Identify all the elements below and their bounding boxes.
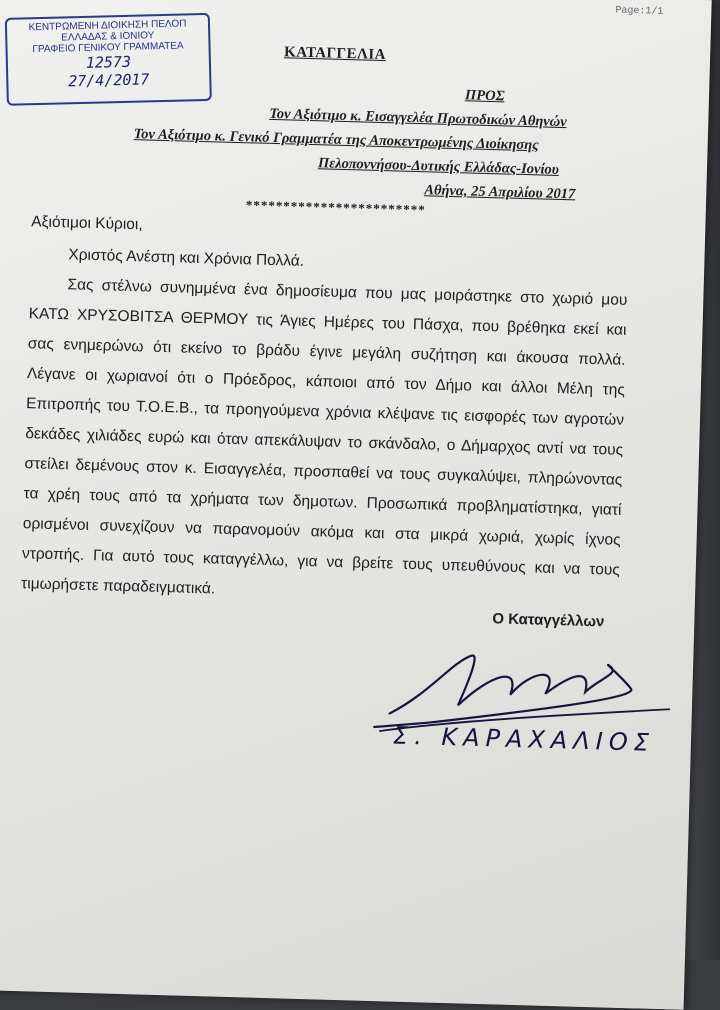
body-line-1: Χριστός Ανέστη και Χρόνια Πολλά. xyxy=(68,246,305,270)
document-title: ΚΑΤΑΓΓΕΛΙΑ xyxy=(283,44,387,64)
page-number: Page:1/1 xyxy=(615,5,664,18)
body-line-6: Επιτροπής του Τ.Ο.Ε.Β., τα προηγούμενα χρόνια κλέψανε τις εισφορές των αγροτών xyxy=(25,395,625,429)
stamp-line-2: ΕΛΛΑΔΑΣ & ΙΟΝΙΟΥ xyxy=(61,30,155,44)
registry-stamp xyxy=(5,13,212,106)
salutation: Αξιότιμοι Κύριοι, xyxy=(31,213,143,234)
recipient-secretary: Τον Αξιότιμο κ. Γενικό Γραμματέα της Αποκεντρωμένης Διοίκησης xyxy=(133,126,539,154)
signer-label: Ο Καταγγέλλων xyxy=(492,610,605,631)
body-line-7: δεκάδες χιλιάδες ευρώ και όταν απεκάλυψαν το σκάνδαλο, ο Δήμαρχος αντί να τους xyxy=(25,425,624,459)
body-line-11: ντροπής. Για αυτό τους καταγγέλλω, για να βρείτε τους υπευθύνους και να τους xyxy=(21,545,621,579)
separator-stars: ************************ xyxy=(245,197,426,218)
stamp-line-1: ΚΕΝΤΡΩΜΕΝΗ ΔΙΟΙΚΗΣΗ ΠΕΛΟΠ xyxy=(28,18,187,34)
stamp-line-3: ΓΡΑΦΕΙΟ ΓΕΝΙΚΟΥ ΓΡΑΜΜΑΤΕΑ xyxy=(32,40,184,56)
handwritten-signature xyxy=(369,631,692,760)
stamp-date: 27/4/2017 xyxy=(67,70,150,91)
body-line-5: Λέγανε οι χωριανοί ότι ο Πρόεδρος, κάποιοι από τον Δήμο και άλλοι Μέλη της xyxy=(26,365,626,399)
recipient-region: Πελοποννήσου-Δυτικής Ελλάδας-Ιονίου xyxy=(317,155,560,178)
body-line-3: ΚΑΤΩ ΧΡΥΣΟΒΙΤΣΑ ΘΕΡΜΟΥ τις Άγιες Ημέρες του Πάσχα, που βρέθηκα εκεί και xyxy=(28,305,627,339)
body-line-8: στείλει δεμένους στον κ. Εισαγγελέα, προσπαθεί να τους συγκαλύψει, πληρώνοντας xyxy=(24,455,623,489)
body-line-9: τα χρέη τους από τα χρήματα των δημοτων. Προσωπικά προβληματίστηκα, γιατί xyxy=(23,485,622,519)
body-line-4: σας ενημερώνω ότι εκείνο το βράδυ έγινε μεγάλη συζήτηση και άκουσα πολλά. xyxy=(27,335,626,369)
body-line-10: ορισμένοι συνεχίζουν να παρανομούν ακόμα και στα μικρά χωριά, χωρίς ίχνος xyxy=(22,515,621,549)
recipient-prosecutor: Τον Αξιότιμο κ. Εισαγγελέα Πρωτοδικών Αθηνών xyxy=(269,105,567,131)
stamp-protocol-number: 12573 xyxy=(85,52,132,72)
to-label: ΠΡΟΣ xyxy=(464,87,505,105)
body-line-12: τιμωρήσετε παραδειγματικά. xyxy=(20,575,216,598)
place-date: Αθήνα, 25 Απριλίου 2017 xyxy=(424,182,576,203)
handwritten-name: Σ. ΚΑΡΑΧΑΛΙΟΣ xyxy=(392,721,656,757)
body-line-2: Σας στέλνω συνημμένα ένα δημοσίευμα που μας μοιράστηκε στο χωριό μου xyxy=(67,276,628,309)
